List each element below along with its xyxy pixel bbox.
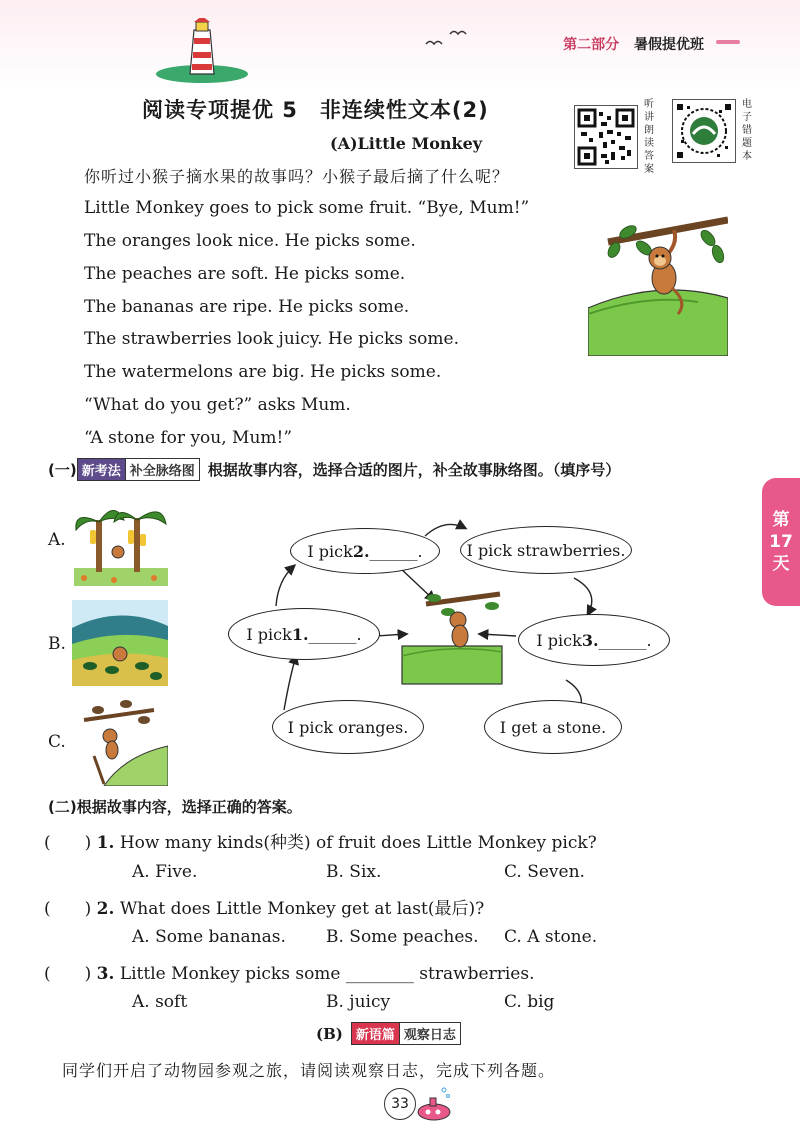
- part-b-label: (B): [316, 1024, 343, 1043]
- option: C. Seven.: [504, 862, 585, 882]
- story-line: Little Monkey goes to pick some fruit. “Bye, Mum!”: [84, 198, 530, 218]
- story-title: (A)Little Monkey: [330, 134, 483, 153]
- answer-blank[interactable]: ( ): [44, 833, 92, 853]
- qr-code-icon: [574, 105, 638, 169]
- day-tab[interactable]: 第 17 天: [762, 478, 800, 606]
- monkey-illustration: [588, 214, 728, 356]
- qr-code-listen[interactable]: [574, 98, 657, 176]
- option: B. Some peaches.: [326, 927, 479, 947]
- task-type-badge: 补全脉络图: [126, 458, 200, 481]
- new-format-badge: 新考法: [77, 458, 126, 481]
- qr-label-listen: 听 讲 朗 读 答 案: [644, 99, 654, 175]
- qr-code-icon: [672, 99, 736, 163]
- option-label: B.: [48, 634, 66, 654]
- section-part: 第二部分: [563, 37, 620, 53]
- task2-title: (二)根据故事内容，选择正确的答案。: [48, 798, 302, 816]
- story-map-node: I get a stone.: [484, 700, 622, 754]
- option: A. Five.: [132, 862, 198, 882]
- option-label: A.: [48, 530, 66, 550]
- option-label: C.: [48, 732, 66, 752]
- section-class: 暑假提优班: [634, 37, 704, 53]
- task1-instruction: 根据故事内容，选择合适的图片，补全故事脉络图。（填序号）: [207, 461, 621, 479]
- question-3: ( ) 3. Little Monkey picks some ________ strawberries.: [44, 964, 535, 984]
- task1-header: [48, 458, 620, 481]
- monkey-tree-picture: [74, 696, 168, 786]
- story-line: “A stone for you, Mum!”: [84, 428, 293, 448]
- option: C. A stone.: [504, 927, 598, 947]
- story-line: The strawberries look juicy. He picks some.: [84, 329, 459, 349]
- part-b-intro: 同学们开启了动物园参观之旅，请阅读观察日志，完成下列各题。: [62, 1061, 556, 1080]
- page-title: 阅读专项提优 5 非连续性文本(2): [142, 98, 489, 122]
- story-map-node: I pick 3. ______.: [518, 614, 670, 666]
- story-line: The watermelons are big. He picks some.: [84, 362, 442, 382]
- option: A. soft: [132, 992, 188, 1012]
- new-text-badge: 新语篇: [351, 1022, 400, 1045]
- story-map-node: I pick oranges.: [272, 700, 424, 754]
- story-map-node: I pick strawberries.: [460, 526, 632, 574]
- option: A. Some bananas.: [132, 927, 286, 947]
- section-label: [563, 34, 704, 54]
- part-b-header: [316, 1022, 461, 1045]
- bananas-tree-picture: [74, 500, 168, 586]
- story-line: “What do you get?” asks Mum.: [84, 395, 351, 415]
- lighthouse-illustration: [150, 18, 250, 84]
- birds-decoration: [422, 26, 468, 50]
- option: C. big: [504, 992, 555, 1012]
- center-monkey-illustration: [400, 586, 506, 686]
- story-line: The oranges look nice. He picks some.: [84, 231, 416, 251]
- story-line: The bananas are ripe. He picks some.: [84, 297, 410, 317]
- answer-blank[interactable]: ( ): [44, 899, 92, 919]
- story-line: The peaches are soft. He picks some.: [84, 264, 406, 284]
- story-map-node: I pick 1. ______.: [228, 608, 380, 660]
- submarine-icon: [414, 1084, 454, 1124]
- option: B. Six.: [326, 862, 382, 882]
- story-map-node: I pick 2. ______.: [290, 528, 440, 574]
- question-2: ( ) 2. What does Little Monkey get at last(最后)?: [44, 899, 485, 919]
- page-number: 33: [384, 1088, 416, 1120]
- text-type-badge: 观察日志: [400, 1022, 461, 1045]
- question-1: ( ) 1. How many kinds(种类) of fruit does Little Monkey pick?: [44, 833, 597, 853]
- qr-code-error-book[interactable]: [672, 98, 755, 163]
- answer-blank[interactable]: ( ): [44, 964, 92, 984]
- task1-prefix: (一): [48, 461, 77, 479]
- qr-label-error-book: 电 子 错 题 本: [742, 99, 752, 162]
- option: B. juicy: [326, 992, 391, 1012]
- header-decoration-bar: [716, 40, 740, 44]
- watermelon-field-picture: [72, 600, 168, 686]
- story-intro: 你听过小猴子摘水果的故事吗？小猴子最后摘了什么呢？: [84, 167, 510, 186]
